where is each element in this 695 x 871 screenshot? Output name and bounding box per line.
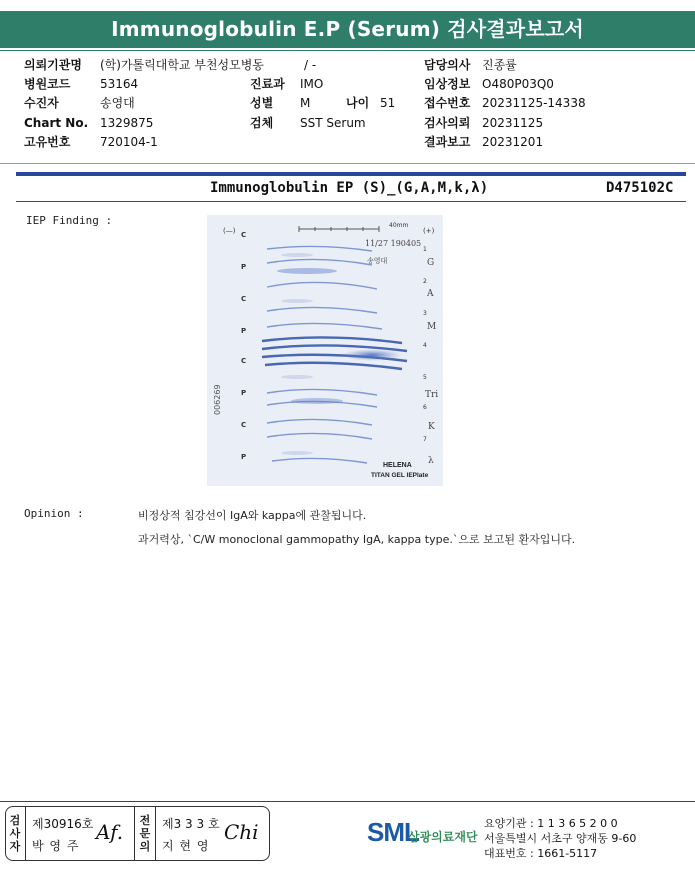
clinical-label: 임상정보 <box>424 77 471 91</box>
unique-label: 고유번호 <box>24 135 71 149</box>
chart-value: 1329875 <box>100 116 154 130</box>
lane-name-tri: Tri <box>425 390 439 400</box>
iep-gel-image <box>207 215 443 486</box>
dept-label: 진료과 <box>250 77 285 91</box>
specialist-label: 전문의 <box>139 814 151 853</box>
dept-row <box>250 75 324 93</box>
section-rule-top <box>16 172 686 176</box>
gel-label-c1: C <box>241 231 247 239</box>
specimen-label: 검체 <box>250 116 274 130</box>
gel-plate-name: TITAN GEL IEPlate <box>371 472 429 479</box>
specialist-name: 지 현 영 <box>162 839 210 853</box>
gel-label-c4: C <box>241 421 247 429</box>
hospital-code-label: 병원코드 <box>24 77 71 91</box>
opinion-label: Opinion : <box>24 507 84 520</box>
age-value: 51 <box>380 96 396 110</box>
lane-number-3: 3 <box>423 310 427 317</box>
lane-number-1: 1 <box>423 246 427 253</box>
name-row <box>24 94 135 112</box>
org-address-line: 서울특별시 서초구 양재동 9-60 <box>484 832 637 845</box>
sml-logo: SML <box>367 817 419 847</box>
gel-label-c3: C <box>241 357 247 365</box>
result-row <box>424 133 544 151</box>
lane-number-5: 5 <box>423 374 427 381</box>
ward-value: / - <box>304 58 317 72</box>
result-label: 결과보고 <box>424 135 471 149</box>
clinical-value: O480P03Q0 <box>482 77 554 91</box>
gel-label-p2: P <box>241 327 247 335</box>
gel-label-p3: P <box>241 389 247 397</box>
chart-row <box>24 114 154 132</box>
report-title: Immunoglobulin E.P (Serum) 검사결과보고서 <box>0 11 695 48</box>
lane-name-a: A <box>427 289 434 299</box>
receipt-label: 접수번호 <box>424 96 471 110</box>
specialist-signature: Chi <box>224 820 259 844</box>
inspector-number: 제30916호 <box>32 817 94 831</box>
signature-divider-3 <box>155 806 156 861</box>
lane-name-lambda: λ <box>428 456 434 466</box>
info-divider <box>0 163 695 164</box>
opinion-line-2: 과거력상, `C/W monoclonal gammopathy IgA, kappa type.`으로 보고된 환자입니다. <box>138 533 576 546</box>
specimen-row <box>250 114 366 132</box>
name-label: 수진자 <box>24 96 59 110</box>
unique-value: 720104-1 <box>100 135 158 149</box>
institution-value: (학)가톨릭대학교 부천성모병동 <box>100 58 264 72</box>
inspector-signature: Af. <box>96 820 124 844</box>
gel-plus-sign: (+) <box>423 227 435 235</box>
gel-minus-sign: (—) <box>223 227 236 235</box>
result-value: 20231201 <box>482 135 544 149</box>
sex-row <box>250 94 396 112</box>
doctor-row <box>424 56 517 74</box>
iep-finding-label: IEP Finding : <box>26 214 113 227</box>
gel-date-label: 11/27 190405 <box>365 239 422 248</box>
clinical-row <box>424 75 554 93</box>
test-name: Immunoglobulin EP (S)_(G,A,M,k,λ) <box>210 180 489 196</box>
lane-number-6: 6 <box>423 404 427 411</box>
gel-plate-svg <box>207 215 443 486</box>
test-code: D475102C <box>606 180 674 196</box>
dept-value: IMO <box>300 77 324 91</box>
specialist-number: 제3 3 3 호 <box>162 817 220 831</box>
lane-number-7: 7 <box>423 436 427 443</box>
footer-divider <box>0 801 695 802</box>
gel-label-c2: C <box>241 295 247 303</box>
inspector-name: 박 영 주 <box>32 839 80 853</box>
gel-scale-label: 40mm <box>389 222 409 229</box>
receipt-value: 20231125-14338 <box>482 96 586 110</box>
gel-side-code: 006269 <box>213 384 222 415</box>
section-rule-bottom <box>16 201 686 202</box>
signature-divider-1 <box>25 806 26 861</box>
institution-row <box>24 56 317 74</box>
header-divider <box>0 50 695 51</box>
opinion-line-1: 비정상적 침강선이 IgA와 kappa에 관찰됩니다. <box>138 509 367 522</box>
name-value: 송영대 <box>100 96 135 110</box>
unique-row <box>24 133 158 151</box>
request-row <box>424 114 544 132</box>
specimen-value: SST Serum <box>300 116 366 130</box>
lane-number-2: 2 <box>423 278 427 285</box>
request-label: 검사의뢰 <box>424 116 471 130</box>
receipt-row <box>424 94 586 112</box>
hospital-code-value: 53164 <box>100 77 139 91</box>
org-name: 삼광의료재단 <box>408 830 478 844</box>
gel-patient-name: 송영대 <box>367 257 388 265</box>
chart-label: Chart No. <box>24 116 89 130</box>
institution-label: 의뢰기관명 <box>24 58 82 72</box>
org-phone-line: 대표번호 : 1661-5117 <box>484 847 598 860</box>
gel-label-p4: P <box>241 453 247 461</box>
lane-name-g: G <box>427 258 435 268</box>
age-label: 나이 <box>346 96 370 110</box>
org-code-line: 요양기관 : 1 1 3 6 5 2 0 0 <box>484 817 618 830</box>
request-value: 20231125 <box>482 116 544 130</box>
lane-number-4: 4 <box>423 342 427 349</box>
inspector-label: 검사자 <box>9 814 21 853</box>
doctor-value: 진종률 <box>482 58 517 72</box>
gel-label-p1: P <box>241 263 247 271</box>
sex-label: 성별 <box>250 96 274 110</box>
lane-name-m: M <box>427 322 437 332</box>
lane-name-k: K <box>428 422 435 432</box>
sex-value: M <box>300 96 311 110</box>
gel-brand: HELENA <box>383 462 412 469</box>
hospital-code-row <box>24 75 139 93</box>
doctor-label: 담당의사 <box>424 58 471 72</box>
